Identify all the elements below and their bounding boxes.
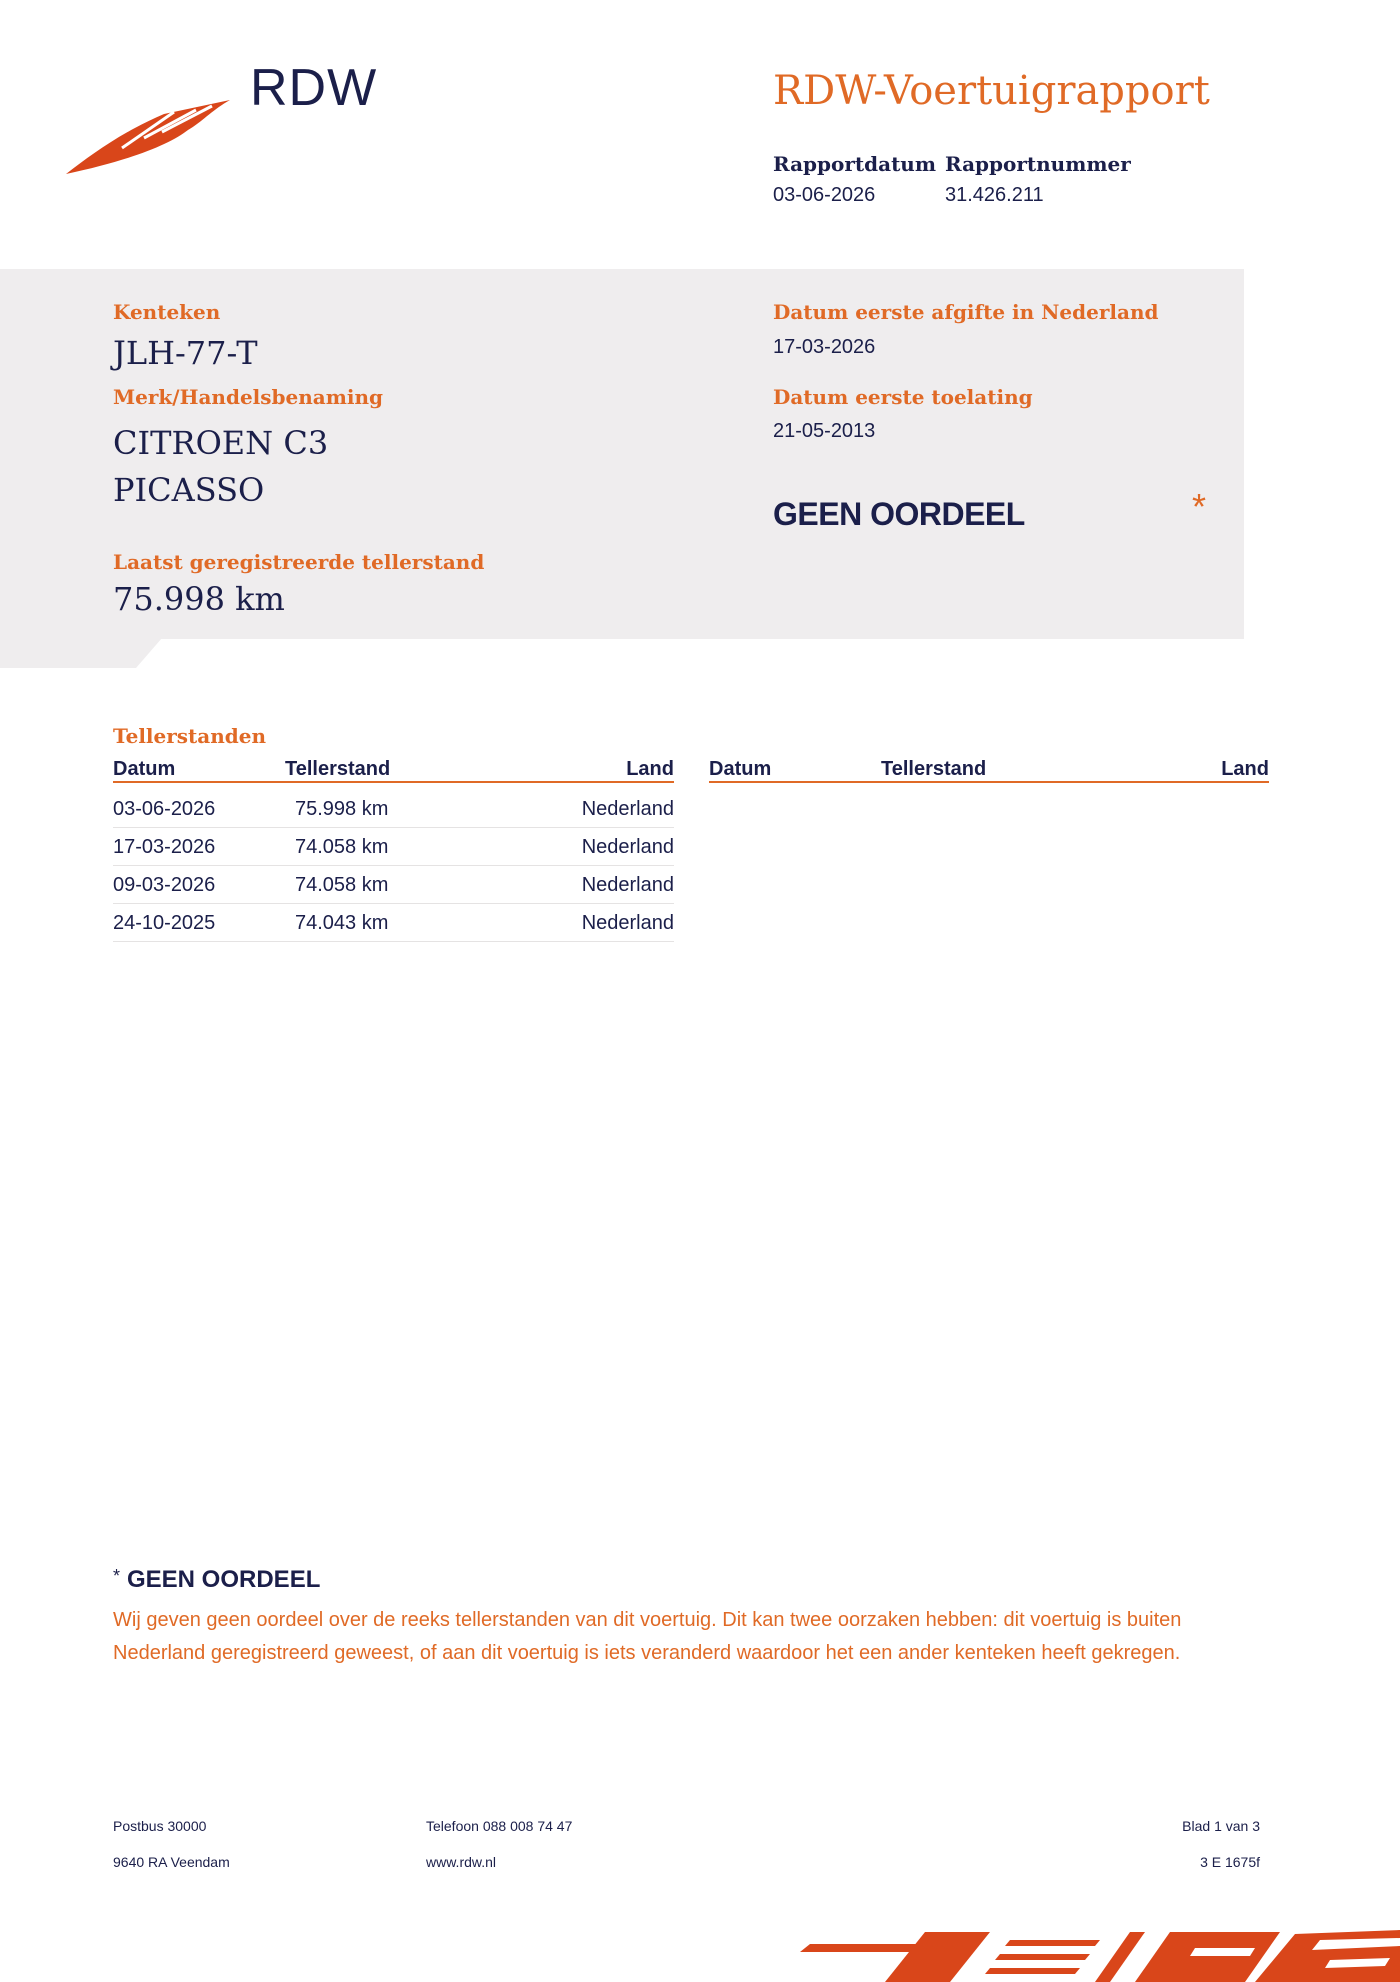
panel-notch [0, 638, 170, 668]
row-date: 09-03-2026 [113, 874, 216, 896]
report-title: RDW-Voertuigrapport [773, 68, 1210, 114]
footer-page-number: Blad 1 van 3 [1182, 1818, 1260, 1834]
footer-phone: Telefoon 088 008 74 47 [426, 1818, 573, 1834]
table-row [113, 828, 674, 866]
row-reading: 74.058 km [295, 836, 389, 858]
col-reading-header: Tellerstand [285, 758, 391, 780]
first-admission-label: Datum eerste toelating [773, 385, 1033, 409]
footer-city: 9640 RA Veendam [113, 1854, 230, 1870]
row-reading: 75.998 km [295, 798, 389, 820]
footnote-asterisk: * [113, 1566, 121, 1586]
odometer-value: 75.998 km [113, 580, 285, 618]
row-reading: 74.058 km [295, 874, 389, 896]
first-admission-value: 21-05-2013 [773, 420, 876, 442]
row-reading: 74.043 km [295, 912, 389, 934]
report-date: 03-06-2026 [773, 184, 876, 206]
report-number-label: Rapportnummer [945, 152, 1131, 176]
rdw-logo-icon [62, 88, 232, 178]
footnote-title: GEEN OORDEEL [127, 1566, 321, 1593]
report-date-label: Rapportdatum [773, 152, 937, 176]
table-header-rule [113, 781, 674, 783]
first-issue-nl-value: 17-03-2026 [773, 336, 876, 358]
verdict-asterisk: * [1192, 486, 1207, 527]
footer-website[interactable]: www.rdw.nl [426, 1854, 497, 1870]
row-date: 03-06-2026 [113, 798, 216, 820]
plate-label: Kenteken [113, 300, 221, 324]
footnote-text: Wij geven geen oordeel over de reeks tellerstanden van dit voertuig. Dit kan twee oorzaken hebben: dit voertuig is buiten Nederland geregistreerd geweest, of aan dit voertuig is iets veranderd waardoor het een ander kenteken heeft gekregen. [113, 1609, 1182, 1664]
report-number: 31.426.211 [945, 184, 1044, 206]
footer-doc-code: 3 E 1675f [1200, 1854, 1260, 1870]
col-country-header: Land [626, 758, 674, 780]
row-country: Nederland [581, 798, 674, 820]
logo-wordmark: RDW [250, 59, 378, 117]
table-row [113, 790, 674, 828]
col-reading-header-2: Tellerstand [881, 758, 987, 780]
odometer-label: Laatst geregistreerde tellerstand [113, 550, 485, 574]
verdict: GEEN OORDEEL [773, 496, 1025, 532]
table-row [113, 866, 674, 904]
readings-title: Tellerstanden [113, 724, 267, 748]
make-label: Merk/Handelsbenaming [113, 385, 384, 409]
first-issue-nl-label: Datum eerste afgifte in Nederland [773, 300, 1159, 324]
decorative-stripes-icon [800, 1926, 1400, 1982]
make-line-2: PICASSO [113, 471, 265, 509]
col-date-header-2: Datum [709, 758, 772, 780]
col-date-header: Datum [113, 758, 176, 780]
row-date: 17-03-2026 [113, 836, 216, 858]
col-country-header-2: Land [1221, 758, 1269, 780]
table-header-rule-2 [709, 781, 1269, 783]
row-country: Nederland [581, 912, 674, 934]
make-line-1: CITROEN C3 [113, 424, 329, 462]
row-country: Nederland [581, 836, 674, 858]
row-date: 24-10-2025 [113, 912, 216, 934]
footer-postbus: Postbus 30000 [113, 1818, 207, 1834]
row-country: Nederland [581, 874, 674, 896]
plate-value: JLH-77-T [113, 334, 258, 372]
table-row [113, 904, 674, 942]
